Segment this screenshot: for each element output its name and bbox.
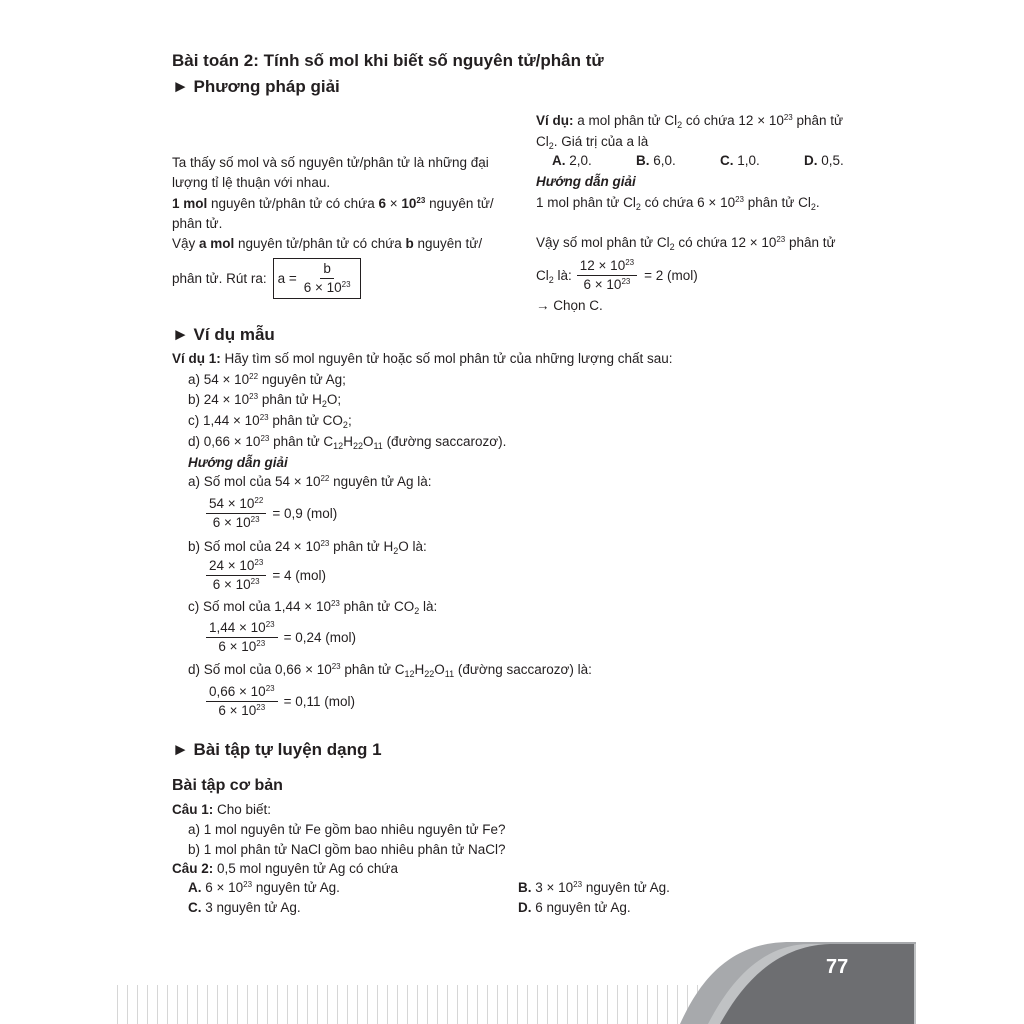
- sample-item-b: b) $24 \times 10^{23}$ phân tử $H_2O$;: [188, 392, 342, 409]
- solution-a-text: a) Số mol của $54 \times 10^{22}$ nguyên tử Ag là:: [188, 474, 432, 489]
- footer-tick-pattern: [108, 985, 708, 1024]
- exercises-heading: ► Bài tập tự luyện dạng 1: [172, 740, 382, 759]
- question-2-option-d: D. 6 nguyên tử Ag.: [518, 900, 631, 915]
- sample-item-c: c) $1,44 \times 10^{23}$ phân tử $CO_2$;: [188, 413, 352, 430]
- method-conclusion-line1: Vậy a mol nguyên tử/phân tử có chứa b nguyên tử/: [172, 236, 483, 251]
- question-2-option-b: B. $3 \times 10^{23}$ nguyên tử Ag.: [518, 880, 670, 895]
- sample-item-d: d) $0,66 \times 10^{23}$ phân tử $C_{12}H_{22}O_{11}$ (đường saccarozơ).: [188, 434, 507, 451]
- method-conclusion-line2: phân tử. Rút ra: a = $\frac{b}{6 \times 10^{23}}$: [172, 258, 361, 299]
- sample-heading: ► Ví dụ mẫu: [172, 325, 275, 344]
- page-number: 77: [826, 956, 849, 978]
- method-heading: ► Phương pháp giải: [172, 77, 340, 96]
- example-guide-line3: $Cl_2$ là: $\frac{12 \times 10^{23}}{6 \times 10^{23}}$ = 2 (mol): [536, 258, 698, 293]
- solution-b-formula: $\frac{24 \times 10^{23}}{6 \times 10^{23}}$ = 4 (mol): [206, 558, 326, 593]
- question-1-a: a) 1 mol nguyên tử Fe gồm bao nhiêu nguyên tử Fe?: [188, 822, 506, 837]
- sample-item-a: a) $54 \times 10^{22}$ nguyên tử Ag;: [188, 372, 346, 387]
- method-rule-line1: 1 mol nguyên tử/phân tử có chứa $6 \times 10^{23}$ nguyên tử/: [172, 196, 494, 211]
- solution-c-formula: $\frac{1,44 \times 10^{23}}{6 \times 10^{23}}$ = 0,24 (mol): [206, 620, 356, 655]
- solution-d-text: d) Số mol của $0,66 \times 10^{23}$ phân tử $C_{12}H_{22}O_{11}$ (đường saccarozơ) là:: [188, 662, 592, 679]
- solution-c-text: c) Số mol của $1,44 \times 10^{23}$ phân tử $CO_2$ là:: [188, 599, 438, 616]
- option-b: B. 6,0.: [636, 153, 676, 168]
- question-2-option-a: A. $6 \times 10^{23}$ nguyên tử Ag.: [188, 880, 340, 895]
- method-text-line2: lượng tỉ lệ thuận với nhau.: [172, 175, 331, 190]
- example-guide-line1: 1 mol phân tử $Cl_2$ có chứa $6 \times 10^{23}$ phân tử $Cl_2$.: [536, 195, 820, 212]
- example-guide-line2: Vậy số mol phân tử $Cl_2$ có chứa $12 \times 10^{23}$ phân tử: [536, 235, 836, 252]
- example-answer: → Chọn C.: [536, 298, 603, 313]
- section-title: Bài toán 2: Tính số mol khi biết số nguyên tử/phân tử: [172, 51, 604, 70]
- example-question-line1: Ví dụ: a mol phân tử $Cl_2$ có chứa $12 \times 10^{23}$ phân tử: [536, 113, 844, 130]
- option-c: C. 1,0.: [720, 153, 760, 168]
- example-question-line2: $Cl_2$. Giá trị của a là: [536, 134, 649, 151]
- method-text-line1: Ta thấy số mol và số nguyên tử/phân tử là những đại: [172, 155, 489, 170]
- option-a: A. 2,0.: [552, 153, 592, 168]
- basic-exercises-heading: Bài tập cơ bản: [172, 777, 283, 794]
- question-1: Câu 1: Cho biết:: [172, 802, 272, 817]
- question-1-b: b) 1 mol phân tử NaCl gồm bao nhiêu phân tử NaCl?: [188, 842, 506, 857]
- solution-d-formula: $\frac{0,66 \times 10^{23}}{6 \times 10^{23}}$ = 0,11 (mol): [206, 684, 355, 719]
- example-guide-heading: Hướng dẫn giải: [536, 174, 636, 189]
- solution-a-formula: $\frac{54 \times 10^{22}}{6 \times 10^{23}}$ = 0,9 (mol): [206, 496, 337, 531]
- footer-page-tab: [680, 940, 916, 1024]
- sample-guide-heading: Hướng dẫn giải: [188, 455, 288, 470]
- solution-b-text: b) Số mol của $24 \times 10^{23}$ phân tử $H_2O$ là:: [188, 539, 427, 556]
- boxed-formula: a = $\frac{b}{6 \times 10^{23}}$: [273, 258, 361, 299]
- method-rule-line2: phân tử.: [172, 216, 223, 231]
- option-d: D. 0,5.: [804, 153, 844, 168]
- question-2-option-c: C. 3 nguyên tử Ag.: [188, 900, 301, 915]
- question-2: Câu 2: 0,5 mol nguyên tử Ag có chứa: [172, 861, 398, 876]
- sample-question: Ví dụ 1: Hãy tìm số mol nguyên tử hoặc số mol phân tử của những lượng chất sau:: [172, 351, 673, 366]
